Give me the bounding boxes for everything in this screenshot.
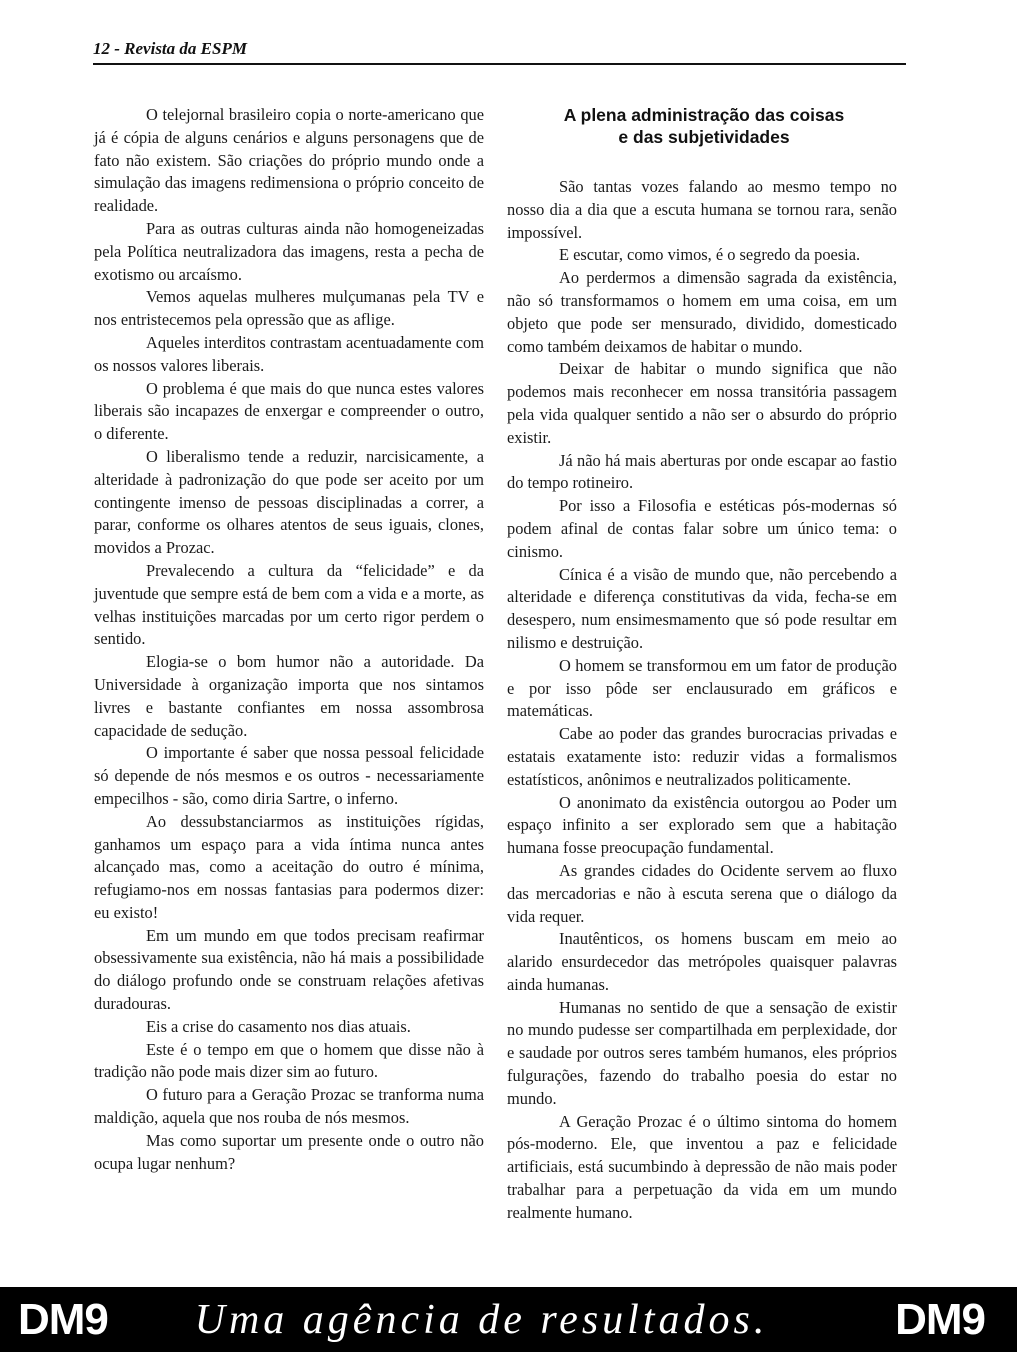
paragraph: Para as outras culturas ainda não homogeneizadas pela Política neutralizadora das imagens, resta a pecha de exotismo ou arcaísmo.: [94, 218, 484, 284]
paragraph: Já não há mais aberturas por onde escapar ao fastio do tempo rotineiro.: [507, 450, 897, 493]
paragraph: O importante é saber que nossa pessoal felicidade só depende de nós mesmos e os outros - necessariamente empecilhos - são, como diria Sartre, o inferno.: [94, 743, 484, 808]
right-column: [507, 104, 897, 1225]
paragraph: Humanas no sentido de que a sensação de existir no mundo pudesse ser compartilhada em perplexidade, dor e saudade por outros seres também humanos, eles próprios fulgurações, fazendo do trabalho poesia do estar no mundo.: [507, 997, 897, 1108]
paragraph: Em um mundo em que todos precisam reafirmar obsessivamente sua existência, não há mais a possibilidade do diálogo profundo onde se construam relações afetivas duradouras.: [94, 925, 484, 1014]
paragraph: Aqueles interditos contrastam acentuadamente com os nossos valores liberais.: [94, 332, 484, 375]
paragraph: Este é o tempo em que o homem que disse não à tradição não pode mais dizer sim ao futuro.: [94, 1039, 484, 1082]
paragraph: Vemos aquelas mulheres mulçumanas pela TV e nos entristecemos pela opressão que as aflige.: [94, 287, 484, 330]
paragraph: A Geração Prozac é o último sintoma do homem pós-moderno. Ele, que inventou a paz e felicidade artificiais, está sucumbindo à depressão de não mais poder trabalhar para a perpetuação da vida em um mundo realmente humano.: [507, 1111, 897, 1222]
advertisement-banner: [0, 1287, 1017, 1352]
paragraph: O problema é que mais do que nunca estes valores liberais são incapazes de enxergar e compreender o outro, o diferente.: [94, 378, 484, 444]
paragraph: Elogia-se o bom humor não a autoridade. Da Universidade à organização importa que nos sintamos livres e bastante confiantes em nossa assombrosa capacidade de sedução.: [94, 652, 484, 740]
paragraph: Inautênticos, os homens buscam em meio ao alarido ensurdecedor das metrópoles quaisquer palavras ainda humanas.: [507, 929, 897, 994]
paragraph: E escutar, como vimos, é o segredo da poesia.: [559, 245, 861, 265]
left-column: [94, 104, 484, 1175]
paragraph: Ao dessubstanciarmos as instituições rígidas, ganhamos um espaço para a vida íntima nunca antes alcançado mas, como a aceitação do outro é mínima, refugiamo-nos em nossas fantasias para podermos dizer: eu existo!: [94, 811, 484, 922]
paragraph: Ao perdermos a dimensão sagrada da existência, não só transformamos o homem em uma coisa, em um objeto que pode ser mensurado, dividido, domesticado como também deixamos de habitar o mundo.: [507, 268, 897, 356]
section-heading-line-2: e das subjetividades: [618, 127, 790, 147]
dm9-logo-right: DM9: [895, 1294, 985, 1344]
section-heading: [507, 104, 897, 148]
paragraph: São tantas vozes falando ao mesmo tempo no nosso dia a dia que a escuta humana se tornou rara, senão impossível.: [507, 177, 897, 242]
ad-slogan: Uma agência de resultados.: [194, 1296, 769, 1343]
paragraph: Prevalecendo a cultura da “felicidade” e da juventude que sempre está de bem com a vida e a morte, as velhas instituições marcadas por um certo rigor perdem o sentido.: [94, 560, 484, 649]
section-heading-line-1: A plena administração das coisas: [563, 105, 845, 125]
paragraph: O homem se transformou em um fator de produção e por isso pôde ser enclausurado em gráficos e matemáticas.: [507, 655, 897, 721]
paragraph: Mas como suportar um presente onde o outro não ocupa lugar nenhum?: [94, 1130, 484, 1173]
paragraph: Cínica é a visão de mundo que, não percebendo a alteridade e diferença constitutivas da vida, fecha-se em desespero, num ensimesmamento que só pode resultar em nilismo e destruição.: [507, 564, 897, 652]
paragraph: O anonimato da existência outorgou ao Poder um espaço infinito a ser explorado sem que a habitação humana fosse preocupação fundamental.: [507, 792, 897, 858]
paragraph: Por isso a Filosofia e estéticas pós-modernas só podem afinal de contas falar sobre um único tema: o cinismo.: [507, 496, 897, 561]
paragraph: Cabe ao poder das grandes burocracias privadas e estatais exatamente isto: reduzir vidas a formalismos estatísticos, anônimos e neutralizados politicamente.: [507, 724, 897, 789]
running-head: 12 - Revista da ESPM: [93, 39, 247, 58]
header-rule: [93, 63, 906, 65]
paragraph: As grandes cidades do Ocidente servem ao fluxo das mercadorias e não à escuta serena que o diálogo da vida requer.: [507, 860, 897, 926]
dm9-logo-left: DM9: [18, 1294, 108, 1344]
paragraph: Deixar de habitar o mundo significa que não podemos mais reconhecer em nossa transitória passagem pela vida qualquer sentido a não ser o absurdo do próprio existir.: [507, 359, 897, 447]
paragraph: O telejornal brasileiro copia o norte-americano que já é cópia de alguns cenários e alguns personagens que de fato não existem. São criações do próprio mundo onde a simulação das imagens redimensiona o próprio conceito de realidade.: [94, 105, 484, 216]
paragraph: O futuro para a Geração Prozac se tranforma numa maldição, aquela que nos rouba de nós mesmos.: [94, 1085, 484, 1128]
paragraph: O liberalismo tende a reduzir, narcisicamente, a alteridade à padronização do que pode ser aceito por um contingente imenso de pessoas disciplinadas a correr, a parar, conforme os olhares atentos de seus iguais, clones, movidos a Prozac.: [94, 446, 484, 558]
paragraph: Eis a crise do casamento nos dias atuais.: [146, 1016, 411, 1036]
